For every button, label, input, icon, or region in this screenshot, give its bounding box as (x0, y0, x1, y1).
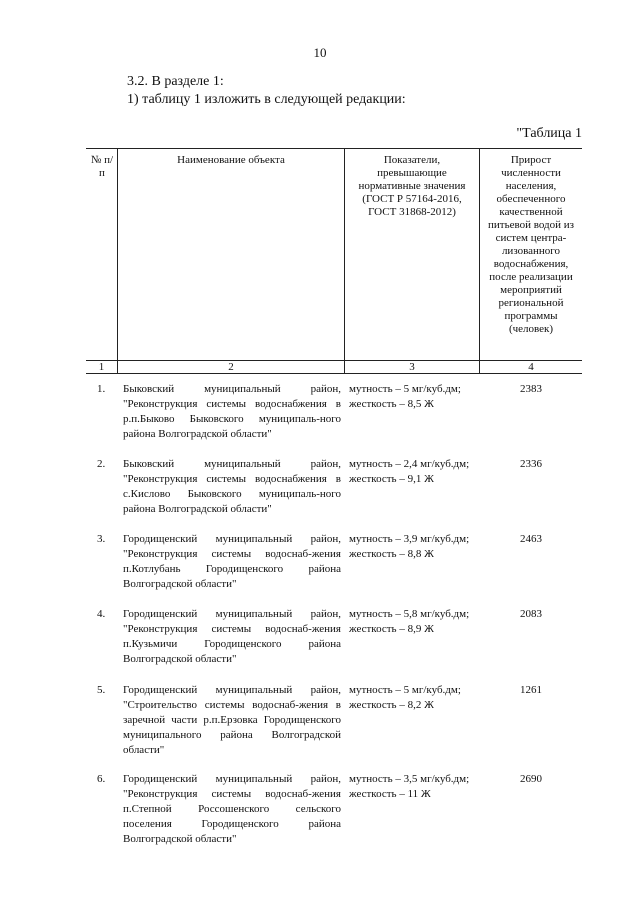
object-name: Городищенский муниципальный район, "Реконструкция системы водоснаб-жения п.Кузьмичи Городищенского района Волгоградской области" (123, 608, 341, 665)
indicator-turbidity: мутность – 3,9 мг/куб.дм; (349, 533, 470, 545)
row-number: 1. (97, 383, 106, 395)
indicator-hardness: жесткость – 9,1 Ж (349, 473, 434, 485)
section-heading: 3.2. В разделе 1: (127, 74, 224, 89)
indicator-turbidity: мутность – 2,4 мг/куб.дм; (349, 458, 470, 470)
population-value: 2336 (520, 458, 542, 470)
row-number: 5. (97, 684, 106, 696)
population-value: 2083 (520, 608, 542, 620)
indicator-hardness: жесткость – 8,5 Ж (349, 398, 434, 410)
indicator-hardness: жесткость – 8,8 Ж (349, 548, 434, 560)
header-object-name: Наименование объекта (177, 154, 285, 166)
object-name: Городищенский муниципальный район, "Строительство системы водоснаб-жения в заречной части р.п.Ерзовка Городищенского муниципального района Волгоградской области" (123, 684, 341, 756)
column-number: 3 (409, 361, 415, 373)
column-number: 4 (528, 361, 534, 373)
population-value: 2463 (520, 533, 542, 545)
object-name: Быковский муниципальный район, "Реконструкция системы водоснабжения в с.Кислово Быковского муниципаль-ного района Волгоградской области" (123, 458, 341, 515)
row-number: 3. (97, 533, 106, 545)
population-value: 2383 (520, 383, 542, 395)
column-number: 2 (228, 361, 234, 373)
indicator-turbidity: мутность – 5 мг/куб.дм; (349, 684, 461, 696)
row-number: 2. (97, 458, 106, 470)
object-name: Городищенский муниципальный район, "Реконструкция системы водоснаб-жения п.Степной Россошенского сельского поселения Городищенского района Волгоградской области" (123, 773, 341, 845)
population-value: 1261 (520, 684, 542, 696)
col-numbers-bottom-rule (86, 373, 582, 374)
row-number: 4. (97, 608, 106, 620)
indicator-hardness: жесткость – 8,9 Ж (349, 623, 434, 635)
instruction-text: 1) таблицу 1 изложить в следующей редакции: (127, 92, 406, 107)
header-indicators: Показатели, превышающие нормативные значения (ГОСТ Р 57164-2016, ГОСТ 31868-2012) (358, 154, 466, 218)
indicator-hardness: жесткость – 8,2 Ж (349, 699, 434, 711)
indicator-turbidity: мутность – 5 мг/куб.дм; (349, 383, 461, 395)
population-value: 2690 (520, 773, 542, 785)
column-divider (344, 148, 345, 374)
page-number: 10 (313, 45, 327, 60)
object-name: Городищенский муниципальный район, "Реконструкция системы водоснаб-жения п.Котлубань Городищенского района Волгоградской области" (123, 533, 341, 590)
column-number: 1 (98, 361, 105, 373)
indicator-hardness: жесткость – 11 Ж (349, 788, 431, 800)
column-divider (117, 148, 118, 374)
table-caption: "Таблица 1 (516, 126, 582, 141)
header-number: № п/п (90, 154, 114, 179)
indicator-turbidity: мутность – 5,8 мг/куб.дм; (349, 608, 470, 620)
table-top-rule (86, 148, 582, 149)
row-number: 6. (97, 773, 106, 785)
indicator-turbidity: мутность – 3,5 мг/куб.дм; (349, 773, 470, 785)
object-name: Быковский муниципальный район, "Реконструкция системы водоснабжения в р.п.Быково Быковского муниципаль-ного района Волгоградской области" (123, 383, 341, 440)
column-divider (479, 148, 480, 374)
header-population-increase: Прирост численности населения, обеспеченного качественной питьевой водой из систем центра-лизованного водоснабжения, после реализации мероприятий региональной программы (человек) (487, 154, 574, 335)
